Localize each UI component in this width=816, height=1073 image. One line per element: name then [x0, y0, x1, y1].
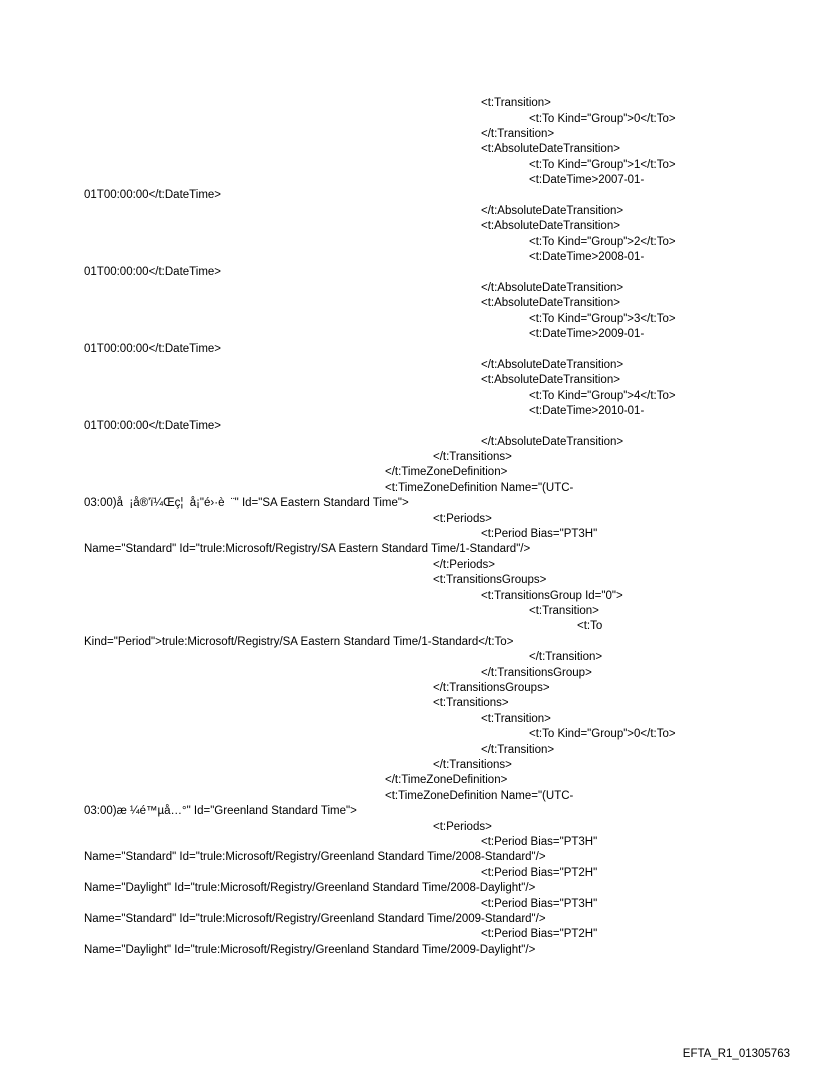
xml-line: <t:Transition>: [481, 713, 551, 725]
xml-line: <t:TimeZoneDefinition Name="(UTC-: [385, 790, 574, 802]
xml-line: <t:AbsoluteDateTransition>: [481, 374, 620, 386]
xml-line: <t:TimeZoneDefinition Name="(UTC-: [385, 482, 574, 494]
xml-line: 01T00:00:00</t:DateTime>: [84, 420, 222, 432]
xml-line: 03:00)å ¡å®'ï¼Œç¦ å¡"é›·è ¨" Id="SA Eastern Standard Time">: [84, 497, 409, 509]
xml-line: <t:To Kind="Group">3</t:To>: [529, 313, 676, 325]
xml-line: </t:AbsoluteDateTransition>: [481, 359, 624, 371]
xml-line: <t:TransitionsGroups>: [433, 574, 547, 586]
xml-line: <t:Period Bias="PT3H": [481, 836, 598, 848]
xml-line: </t:TimeZoneDefinition>: [385, 466, 508, 478]
xml-line: <t:To: [577, 620, 603, 632]
xml-line: Name="Daylight" Id="trule:Microsoft/Registry/Greenland Standard Time/2008-Daylight"/>: [84, 882, 536, 894]
xml-line: <t:Period Bias="PT3H": [481, 528, 598, 540]
xml-line: <t:Period Bias="PT2H": [481, 928, 598, 940]
xml-line: Kind="Period">trule:Microsoft/Registry/SA Eastern Standard Time/1-Standard</t:To>: [84, 636, 514, 648]
xml-line: Name="Standard" Id="trule:Microsoft/Registry/Greenland Standard Time/2009-Standard"/>: [84, 913, 546, 925]
document-id-footer: EFTA_R1_01305763: [682, 1048, 790, 1060]
xml-line: <t:To Kind="Group">0</t:To>: [529, 113, 676, 125]
xml-line: 01T00:00:00</t:DateTime>: [84, 189, 222, 201]
xml-line: <t:Periods>: [433, 821, 492, 833]
xml-line: <t:DateTime>2008-01-: [529, 251, 645, 263]
xml-line: <t:To Kind="Group">4</t:To>: [529, 390, 676, 402]
xml-line: 01T00:00:00</t:DateTime>: [84, 343, 222, 355]
xml-line: <t:DateTime>2007-01-: [529, 174, 645, 186]
xml-line: </t:AbsoluteDateTransition>: [481, 436, 624, 448]
xml-line: </t:Transitions>: [433, 451, 512, 463]
xml-line: <t:Period Bias="PT2H": [481, 867, 598, 879]
xml-line: </t:AbsoluteDateTransition>: [481, 282, 624, 294]
xml-line: <t:AbsoluteDateTransition>: [481, 220, 620, 232]
xml-line: </t:AbsoluteDateTransition>: [481, 205, 624, 217]
xml-line: <t:TransitionsGroup Id="0">: [481, 590, 623, 602]
xml-line: <t:Transitions>: [433, 697, 509, 709]
xml-line: Name="Daylight" Id="trule:Microsoft/Registry/Greenland Standard Time/2009-Daylight"/>: [84, 944, 536, 956]
xml-line: <t:To Kind="Group">0</t:To>: [529, 728, 676, 740]
xml-line: Name="Standard" Id="trule:Microsoft/Registry/SA Eastern Standard Time/1-Standard"/>: [84, 543, 531, 555]
xml-line: Name="Standard" Id="trule:Microsoft/Registry/Greenland Standard Time/2008-Standard"/>: [84, 851, 546, 863]
xml-line: <t:AbsoluteDateTransition>: [481, 297, 620, 309]
xml-line: 01T00:00:00</t:DateTime>: [84, 266, 222, 278]
xml-line: <t:DateTime>2009-01-: [529, 328, 645, 340]
xml-line: 03:00)æ ¼é™µå…°" Id="Greenland Standard Time">: [84, 805, 357, 817]
xml-line: <t:DateTime>2010-01-: [529, 405, 645, 417]
xml-line: </t:Transition>: [529, 651, 603, 663]
xml-line: <t:To Kind="Group">1</t:To>: [529, 159, 676, 171]
xml-line: </t:Transitions>: [433, 759, 512, 771]
xml-line: <t:Transition>: [481, 97, 551, 109]
xml-line: <t:Period Bias="PT3H": [481, 898, 598, 910]
xml-line: <t:AbsoluteDateTransition>: [481, 143, 620, 155]
xml-line: </t:TransitionsGroups>: [433, 682, 550, 694]
xml-line: </t:TimeZoneDefinition>: [385, 774, 508, 786]
xml-line: <t:To Kind="Group">2</t:To>: [529, 236, 676, 248]
xml-line: </t:TransitionsGroup>: [481, 667, 592, 679]
xml-line: </t:Transition>: [481, 744, 555, 756]
xml-line: <t:Periods>: [433, 513, 492, 525]
xml-line: <t:Transition>: [529, 605, 599, 617]
xml-line: </t:Periods>: [433, 559, 496, 571]
xml-line: </t:Transition>: [481, 128, 555, 140]
